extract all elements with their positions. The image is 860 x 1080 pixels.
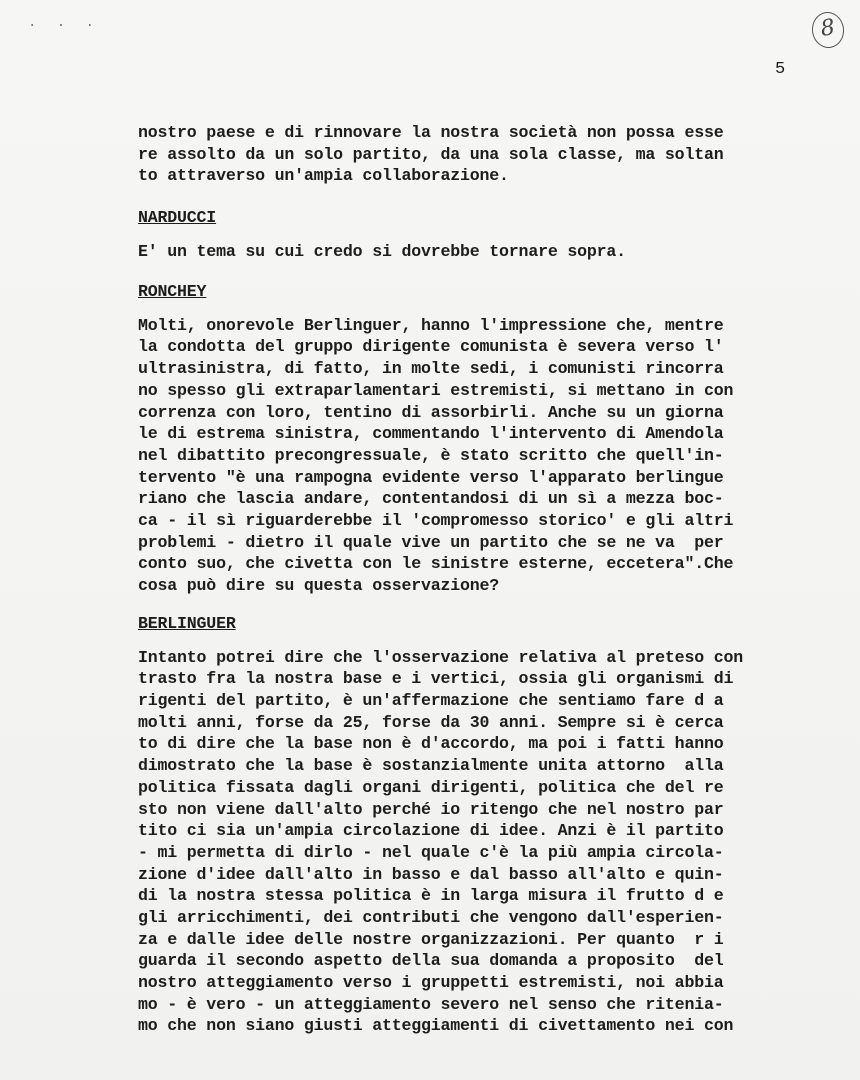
text-line: molti anni, forse da 25, forse da 30 anni. Sempre si è cerca	[138, 712, 724, 732]
text-line: sto non viene dall'alto perché io ritengo che nel nostro par	[138, 799, 724, 819]
text-line: - mi permetta di dirlo - nel quale c'è la più ampia circola-	[138, 842, 724, 862]
text-line: trasto fra la nostra base e i vertici, ossia gli organismi di	[138, 669, 734, 689]
text-line: re assolto da un solo partito, da una sola classe, ma soltan	[138, 144, 724, 164]
text-line: ultrasinistra, di fatto, in molte sedi, i comunisti rincorra	[138, 359, 724, 379]
text-line: le di estrema sinistra, commentando l'intervento di Amendola	[138, 424, 724, 444]
transcript-body	[138, 122, 798, 1049]
text-line: nostro paese e di rinnovare la nostra società non possa esse	[138, 123, 724, 142]
text-line: to di dire che la base non è d'accordo, ma poi i fatti hanno	[138, 734, 724, 754]
narducci-paragraph	[138, 241, 798, 263]
text-line: guarda il secondo aspetto della sua domanda a proposito del	[138, 951, 724, 971]
text-line: tito ci sia un'ampia circolazione di idee. Anzi è il partito	[138, 821, 724, 841]
text-line: riano che lascia andare, contentandosi di un sì a mezza boc-	[138, 489, 724, 509]
text-line: Molti, onorevole Berlinguer, hanno l'impressione che, mentre	[138, 315, 724, 335]
text-line: gli arricchimenti, dei contributi che vengono dall'esperien-	[138, 907, 724, 927]
text-line: no spesso gli extraparlamentari estremisti, si mettano in con	[138, 380, 734, 400]
text-line: nel dibattito precongressuale, è stato scritto che quell'in-	[138, 445, 724, 465]
berlinguer-paragraph	[138, 647, 798, 1037]
page-stamp: 8	[810, 10, 847, 50]
text-line: nostro atteggiamento verso i gruppetti estremisti, noi abbia	[138, 973, 724, 992]
speaker-heading	[138, 613, 798, 639]
text-line: E' un tema su cui credo si dovrebbe tornare sopra.	[138, 242, 626, 262]
text-line: problemi - dietro il quale vive un partito che se ne va per	[138, 532, 724, 552]
paper-specks: · · ·	[28, 18, 101, 34]
opening-paragraph	[138, 122, 798, 187]
text-line: zione d'idee dall'alto in basso e dal basso all'alto e quin-	[138, 864, 724, 884]
text-line: mo - è vero - un atteggiamento severo nel senso che ritenia-	[138, 994, 724, 1014]
text-line: tervento "è una rampogna evidente verso l'apparato berlingue	[138, 467, 724, 487]
text-line: mo che non siano giusti atteggiamenti di civettamento nei con	[138, 1016, 734, 1036]
text-line: cosa può dire su questa osservazione?	[138, 576, 500, 595]
speaker-name-narducci: NARDUCCI	[138, 208, 217, 228]
speaker-heading	[138, 207, 798, 233]
text-line: to attraverso un'ampia collaborazione.	[138, 166, 509, 186]
text-line: Intanto potrei dire che l'osservazione relativa al preteso con	[138, 647, 743, 667]
page-number: 5	[775, 60, 786, 79]
text-line: politica fissata dagli organi dirigenti, politica che del re	[138, 777, 724, 797]
speaker-heading	[138, 281, 798, 307]
text-line: conto suo, che civetta con le sinistre esterne, eccetera".Che	[138, 554, 734, 574]
text-line: dimostrato che la base è sostanzialmente unita attorno alla	[138, 756, 724, 776]
text-line: la condotta del gruppo dirigente comunista è severa verso l'	[138, 337, 724, 357]
text-line: correnza con loro, tentino di assorbirli. Anche su un giorna	[138, 402, 724, 422]
text-line: ca - il sì riguarderebbe il 'compromesso storico' e gli altri	[138, 510, 734, 530]
speaker-name-berlinguer: BERLINGUER	[138, 613, 236, 633]
speaker-name-ronchey: RONCHEY	[138, 281, 207, 301]
text-line: rigenti del partito, è un'affermazione che sentiamo fare d a	[138, 691, 724, 711]
text-line: za e dalle idee delle nostre organizzazioni. Per quanto r i	[138, 929, 724, 949]
ronchey-paragraph	[138, 315, 798, 597]
text-line: di la nostra stessa politica è in larga misura il frutto d e	[138, 886, 724, 906]
